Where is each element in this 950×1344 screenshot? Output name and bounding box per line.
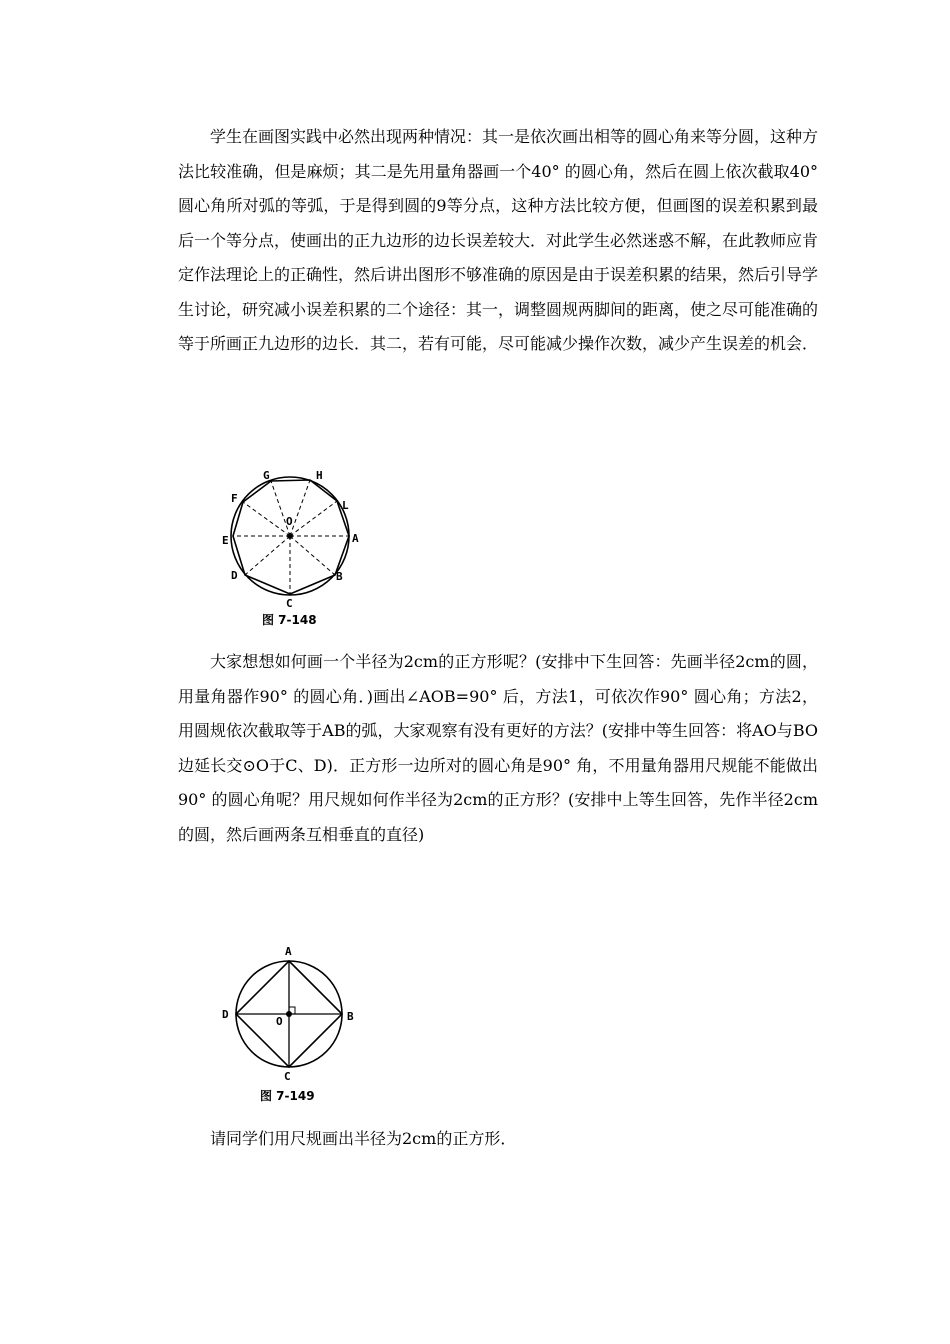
nonagon-diagram — [212, 462, 372, 632]
figure-7-148 — [212, 462, 372, 632]
figure-7-149 — [212, 938, 372, 1108]
label-D: D — [222, 1008, 229, 1021]
label-C: C — [284, 1070, 291, 1083]
figure-caption: 图 7-149 — [260, 1089, 315, 1103]
figure-caption: 图 7-148 — [262, 613, 317, 627]
square-diagram — [212, 938, 372, 1108]
label-O: O — [276, 1015, 283, 1028]
label-C: C — [286, 597, 293, 610]
paragraph-nonagon-discussion: 学生在画图实践中必然出现两种情况：其一是依次画出相等的圆心角来等分圆，这种方法比较准确，但是麻烦；其二是先用量角器画一个40° 的圆心角，然后在圆上依次截取40° 圆心角所对弧的等弧，于是得到圆的9等分点，这种方法比较方便，但画图的误差积累到最后一个等分点，使画出的正九边形的边长误差较大．对此学生必然迷惑不解，在此教师应肯定作法理论上的正确性，然后讲出图形不够准确的原因是由于误差积累的结果，然后引导学生讨论，研究减小误差积累的二个途径：其一，调整圆规两脚间的距离，使之尽可能准确的等于所画正九边形的边长．其二，若有可能，尽可能减少操作次数，减少产生误差的机会． — [178, 127, 819, 353]
label-A: A — [352, 532, 359, 545]
label-O: O — [286, 515, 293, 528]
label-L: L — [342, 499, 349, 512]
label-G: G — [263, 469, 270, 482]
label-D: D — [231, 569, 238, 582]
label-B: B — [347, 1010, 354, 1023]
label-A: A — [285, 945, 292, 958]
paragraph-square-discussion: 大家想想如何画一个半径为2cm的正方形呢？(安排中下生回答：先画半径2cm的圆，用量角器作90° 的圆心角．)画出∠AOB=90° 后，方法1，可依次作90° 圆心角；方法2，用圆规依次截取等于AB的弧，大家观察有没有更好的方法？(安排中等生回答：将AO与BO边延长交⊙O于C、D)．正方形一边所对的圆心角是90° 角，不用量角器用尺规能不能做出90° 的圆心角呢？用尺规如何作半径为2cm的正方形？(安排中上等生回答，先作半径2cm的圆，然后画两条互相垂直的直径) — [178, 652, 818, 844]
label-B: B — [336, 570, 343, 583]
paragraph-exercise: 请同学们用尺规画出半径为2cm的正方形． — [210, 1129, 517, 1148]
label-H: H — [316, 469, 323, 482]
label-F: F — [231, 492, 238, 505]
label-E: E — [222, 534, 229, 547]
